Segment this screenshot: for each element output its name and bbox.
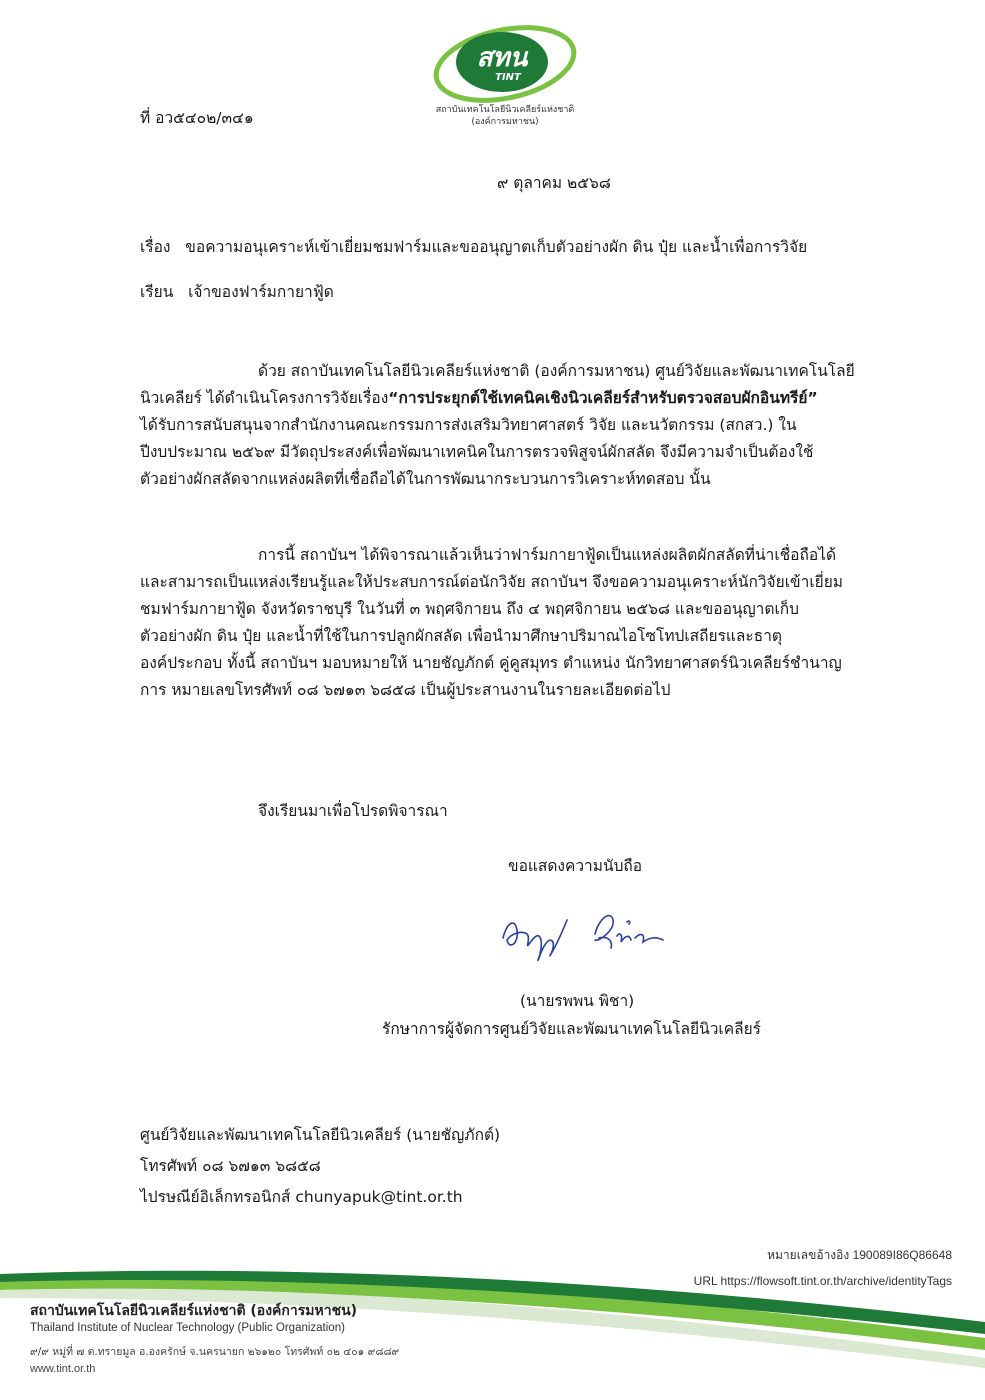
p1-line: ปีงบประมาณ ๒๕๖๙ มีวัตถุประสงค์เพื่อพัฒนาเทคนิคในการตรวจพิสูจน์ผักสลัด จึงมีความจำเป็นต้องใช้ — [140, 443, 814, 461]
p1-line: ด้วย สถาบันเทคโนโลยีนิวเคลียร์แห่งชาติ (องค์การมหาชน) ศูนย์วิจัยและพัฒนาเทคโนโลยี — [258, 362, 855, 380]
reference-id: หมายเลขอ้างอิง 190089I86Q86648 — [767, 1248, 952, 1262]
p2-line: การ หมายเลขโทรศัพท์ ๐๘ ๖๗๑๓ ๖๘๕๘ เป็นผู้ประสานงานในรายละเอียดต่อไป — [140, 681, 671, 699]
recipient-label: เรียน — [140, 283, 174, 301]
logo-caption-line2: (องค์การมหาชน) — [471, 117, 539, 127]
p2-line: ชมฟาร์มกายาฟู้ด จังหวัดราชบุรี ในวันที่ ๓ พฤศจิกายน ถึง ๔ พฤศจิกายน ๒๕๖๘ และขออนุญาตเก็บ — [140, 600, 799, 618]
signer-title: รักษาการผู้จัดการศูนย์วิจัยและพัฒนาเทคโนโลยีนิวเคลียร์ — [382, 1020, 761, 1038]
p1-line — [140, 385, 896, 412]
regards-line: ขอแสดงความนับถือ — [508, 857, 643, 875]
closing-line: จึงเรียนมาเพื่อโปรดพิจารณา — [258, 802, 448, 820]
letter-date: ๙ ตุลาคม ๒๕๖๘ — [497, 174, 611, 192]
tint-logo — [430, 18, 580, 110]
p1-line: ได้รับการสนับสนุนจากสำนักงานคณะกรรมการส่งเสริมวิทยาศาสตร์ วิจัย และนวัตกรรม (สกสว.) ใน — [140, 416, 797, 434]
paragraph-1 — [140, 358, 896, 493]
p1-line: ตัวอย่างผักสลัดจากแหล่งผลิตที่เชื่อถือได้ในการพัฒนากระบวนการวิเคราะห์ทดสอบ นั้น — [140, 470, 711, 488]
p2-line: และสามารถเป็นแหล่งเรียนรู้และให้ประสบการณ์ต่อนักวิจัย สถาบันฯ จึงขอความอนุเคราะห์นักวิจัยเข้าเยี่ยม — [140, 573, 844, 591]
footer-org-en: Thailand Institute of Nuclear Technology (Public Organization) — [30, 1322, 345, 1334]
p1-text: นิวเคลียร์ ได้ดำเนินโครงการวิจัยเรื่อง — [140, 389, 389, 407]
recipient-line — [140, 281, 334, 303]
logo-caption-line1: สถาบันเทคโนโลยีนิวเคลียร์แห่งชาติ — [435, 105, 575, 115]
footer-org-th: สถาบันเทคโนโลยีนิวเคลียร์แห่งชาติ (องค์การมหาชน) — [30, 1303, 358, 1319]
footer-address: ๙/๙ หมู่ที่ ๗ ต.ทรายมูล อ.องครักษ์ จ.นครนายก ๒๖๑๒๐ โทรศัพท์ ๐๒ ๔๐๑ ๙๘๘๙ — [30, 1346, 400, 1358]
subject-text: ขอความอนุเคราะห์เข้าเยี่ยมชมฟาร์มและขออนุญาตเก็บตัวอย่างผัก ดิน ปุ๋ย และน้ำเพื่อการวิจัย — [185, 238, 808, 256]
signature — [495, 900, 675, 970]
signer-name: (นายรพพน พิชา) — [520, 992, 635, 1010]
p2-line: ตัวอย่างผัก ดิน ปุ๋ย และน้ำที่ใช้ในการปลูกผักสลัด เพื่อนำมาศึกษาปริมาณไอโซโทปเสถียรและธาตุ — [140, 627, 782, 645]
contact-email: ไปรษณีย์อิเล็กทรอนิกส์ chunyapuk@tint.or.th — [140, 1188, 463, 1206]
project-title: “การประยุกต์ใช้เทคนิคเชิงนิวเคลียร์สำหรับตรวจสอบผักอินทรีย์” — [388, 389, 818, 407]
footer-website: www.tint.or.th — [30, 1363, 96, 1375]
p2-line: การนี้ สถาบันฯ ได้พิจารณาแล้วเห็นว่าฟาร์มกายาฟู้ดเป็นแหล่งผลิตผักสลัดที่น่าเชื่อถือได้ — [258, 546, 837, 564]
logo-caption — [400, 104, 610, 128]
reference-number: ที่ อว๕๔๐๒/๓๔๑ — [140, 109, 254, 127]
contact-phone: โทรศัพท์ ๐๘ ๖๗๑๓ ๖๘๕๘ — [140, 1157, 321, 1175]
logo-sub: TINT — [495, 72, 521, 83]
recipient-text: เจ้าของฟาร์มกายาฟู้ด — [188, 283, 334, 301]
reference-url: URL https://flowsoft.tint.or.th/archive/identityTags — [693, 1274, 952, 1288]
subject-label: เรื่อง — [140, 238, 171, 256]
paragraph-2 — [140, 542, 896, 704]
logo-text: สทน — [476, 43, 528, 73]
contact-unit: ศูนย์วิจัยและพัฒนาเทคโนโลยีนิวเคลียร์ (นายชัญภักต์) — [140, 1126, 501, 1144]
p2-line: องค์ประกอบ ทั้งนี้ สถาบันฯ มอบหมายให้ นายชัญภักต์ คู่คูสมุทร ตำแหน่ง นักวิทยาศาสตร์นิวเคลียร์ชำนาญ — [140, 654, 842, 672]
subject-line — [140, 236, 807, 258]
